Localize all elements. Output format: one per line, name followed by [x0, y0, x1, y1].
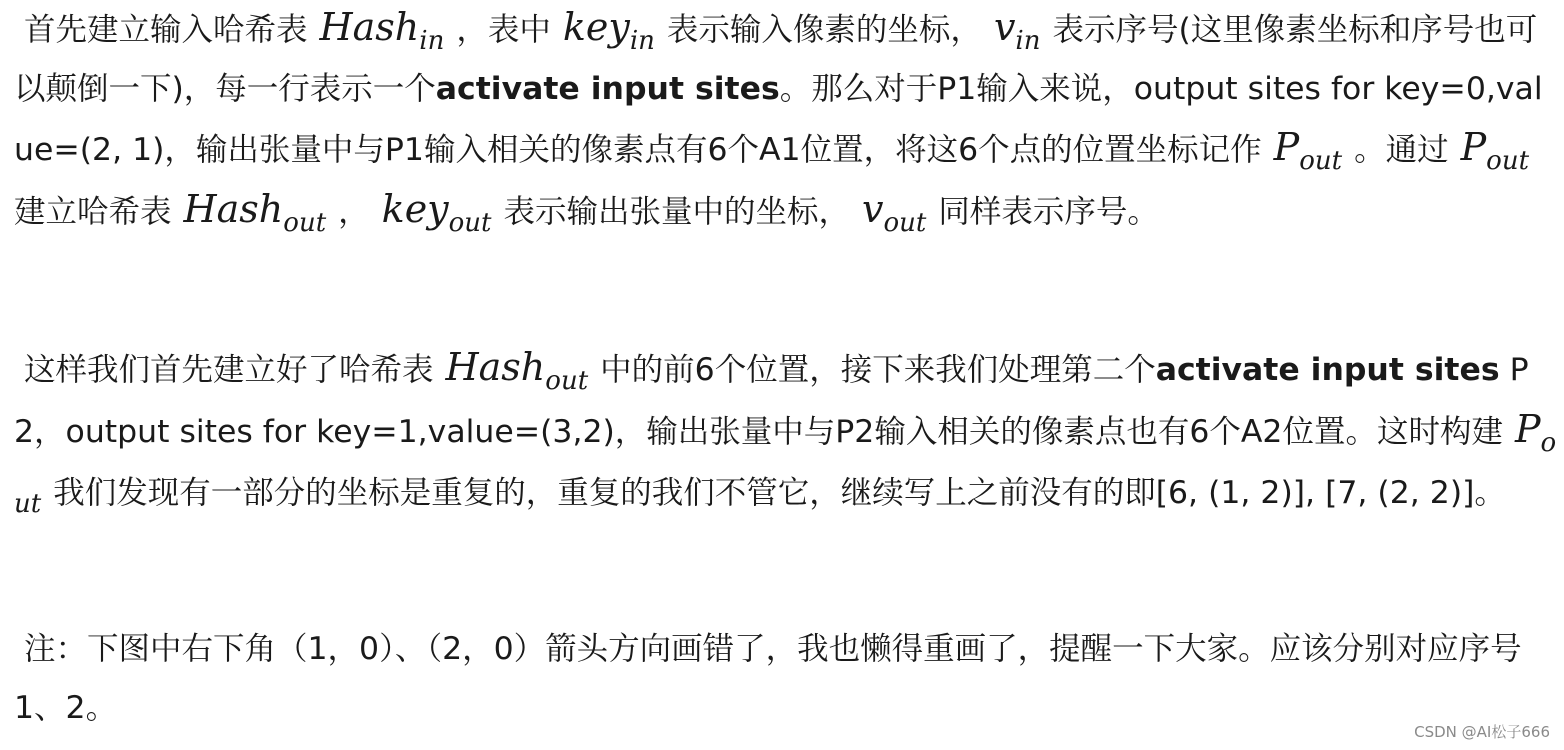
math-sub: in	[629, 26, 655, 56]
math-v-out	[862, 186, 927, 238]
text: 同样表示序号。	[938, 193, 1159, 230]
math-hash-out	[445, 345, 589, 396]
math-base: key	[381, 186, 449, 231]
text: 。那么对于P1输入来说，output sites for key=0,value=(2, 1)，输出张量中与P1输入相关的像素点有6个A1位置，将这6个点的位置坐标记作	[14, 70, 1543, 168]
watermark: CSDN @AI松子666	[1414, 723, 1550, 741]
math-base: P	[1514, 406, 1541, 451]
paragraph-note	[14, 620, 1562, 737]
math-sub: out	[883, 207, 927, 238]
text: P2，output sites for key=1,value=(3,2)，输出张量中与P2输入相关的像素点也有6个A2位置。这时构建	[14, 352, 1529, 450]
math-base: Hash	[319, 5, 420, 49]
math-base: Hash	[183, 186, 284, 231]
text: ，表中	[456, 12, 551, 48]
text: ，	[338, 193, 370, 230]
paragraph-hash-output	[14, 338, 1562, 523]
math-base: v	[862, 186, 884, 231]
text: 表示序号(这里像素坐标和序号也可以颠倒一下)，每一行表示一个	[14, 12, 1538, 107]
text: 这样我们首先建立好了哈希表	[24, 352, 434, 388]
text: 建立哈希表	[14, 193, 172, 230]
text: 注：下图中右下角（1，0）、（2，0）箭头方向画错了，我也懒得重画了，提醒一下大家。应该分别对应序号1、2。	[14, 631, 1522, 726]
bold-term: activate input sites	[1155, 352, 1500, 388]
text: 。通过	[1354, 132, 1449, 168]
math-p-out	[1460, 125, 1530, 176]
math-sub: out	[545, 366, 589, 396]
math-key-in	[562, 5, 655, 56]
math-p-out	[1273, 125, 1343, 176]
math-sub: out	[14, 427, 1557, 519]
math-sub: out	[1299, 146, 1343, 176]
paragraph-hash-input	[14, 0, 1562, 241]
math-hash-in	[319, 5, 445, 56]
text: 表示输入像素的坐标，	[666, 12, 982, 48]
math-hash-out	[183, 186, 327, 238]
math-sub: out	[283, 207, 327, 238]
text: 中的前6个位置，接下来我们处理第二个	[600, 352, 1156, 388]
bold-term: activate input sites	[435, 70, 780, 107]
math-v-in	[993, 5, 1041, 56]
math-base: P	[1460, 125, 1487, 169]
math-base: v	[993, 5, 1016, 49]
math-key-out	[381, 186, 492, 238]
math-base: Hash	[445, 345, 546, 389]
text: 我们发现有一部分的坐标是重复的，重复的我们不管它，继续写上之前没有的即[6, (1, 2)], [7, (2, 2)]。	[53, 475, 1506, 511]
math-sub: in	[1015, 26, 1041, 56]
text: 首先建立输入哈希表	[24, 12, 308, 48]
math-base: P	[1273, 125, 1300, 169]
text: 表示输出张量中的坐标，	[503, 193, 851, 230]
math-sub: out	[448, 207, 492, 238]
math-sub: out	[1486, 146, 1530, 176]
math-sub: in	[419, 26, 445, 56]
math-base: key	[562, 5, 630, 49]
